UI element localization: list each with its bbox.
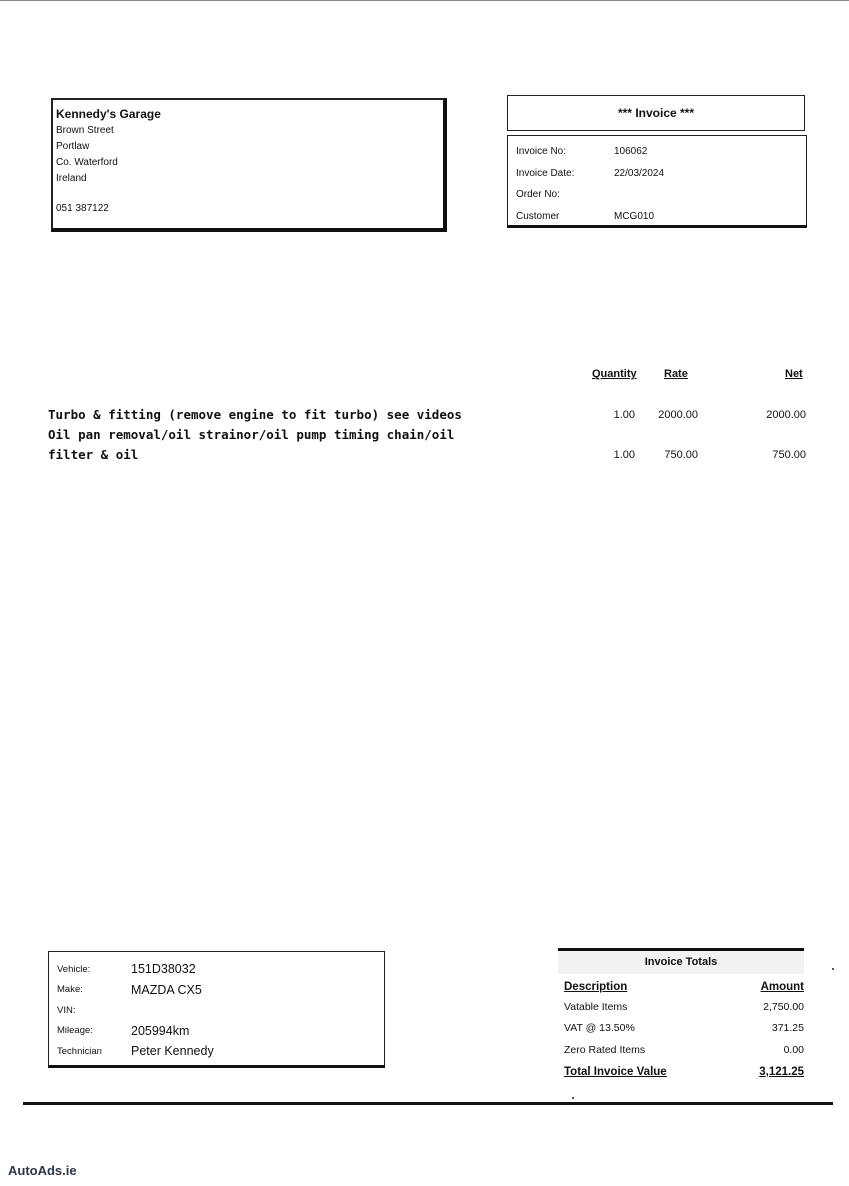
line-item-2-rate: 750.00	[664, 449, 698, 461]
vehicle-mileage-label: Mileage:	[57, 1025, 93, 1037]
invoice-date-row	[516, 163, 798, 185]
invoice-date-value: 22/03/2024	[614, 167, 665, 179]
line-item-1-description: Turbo & fitting (remove engine to fit turbo) see videos	[48, 407, 462, 422]
company-phone: 051 387122	[56, 203, 109, 214]
vehicle-reg-label: Vehicle:	[57, 963, 91, 975]
vehicle-info-box	[48, 951, 385, 1068]
vehicle-make-value: MAZDA CX5	[131, 982, 202, 997]
vehicle-mileage-row	[57, 1021, 376, 1042]
line-item-2-net: 750.00	[772, 449, 806, 461]
vehicle-technician-row	[57, 1041, 376, 1062]
address-line-country: Ireland	[56, 173, 87, 184]
vehicle-make-label: Make:	[57, 984, 83, 996]
vatable-items-row	[564, 1001, 804, 1013]
company-name: Kennedy's Garage	[56, 107, 161, 121]
order-number-row	[516, 184, 798, 206]
vat-value: 371.25	[771, 1022, 804, 1034]
rate-header: Rate	[664, 368, 688, 380]
customer-row	[516, 206, 798, 228]
line-item-2-description: Oil pan removal/oil strainor/oil pump timing chain/oil filter & oil	[48, 427, 455, 462]
totals-description-header: Description	[564, 981, 628, 993]
address-line-county: Co. Waterford	[56, 157, 118, 168]
totals-top-rule	[558, 948, 804, 951]
zero-rated-row	[564, 1044, 804, 1056]
totals-amount-header: Amount	[760, 981, 804, 993]
company-address-box	[51, 98, 447, 232]
vehicle-reg-value: 151D38032	[131, 962, 196, 977]
total-invoice-label: Total Invoice Value	[564, 1066, 667, 1078]
invoice-info-box	[507, 135, 807, 228]
zero-rated-value: 0.00	[783, 1044, 804, 1056]
watermark-text: AutoAds.ie	[8, 1163, 77, 1178]
vehicle-mileage-value: 205994km	[131, 1023, 190, 1038]
vehicle-technician-value: Peter Kennedy	[131, 1044, 214, 1059]
stray-dot	[832, 968, 834, 970]
top-edge-line	[0, 0, 849, 1]
invoice-title-box	[507, 95, 805, 131]
invoice-number-value: 106062	[614, 146, 648, 158]
line-item-1-quantity: 1.00	[613, 409, 635, 421]
line-item-1-net: 2000.00	[766, 409, 806, 421]
address-line-street: Brown Street	[56, 125, 114, 136]
zero-rated-label: Zero Rated Items	[564, 1044, 646, 1056]
address-line-town: Portlaw	[56, 141, 90, 152]
vehicle-vin-label: VIN:	[57, 1004, 76, 1016]
vehicle-vin-row	[57, 1000, 376, 1021]
total-invoice-value: 3,121.25	[759, 1066, 804, 1078]
footer-rule	[23, 1102, 833, 1105]
invoice-date-label: Invoice Date:	[516, 167, 575, 179]
vehicle-reg-row	[57, 959, 376, 980]
quantity-header: Quantity	[592, 368, 637, 380]
invoice-title: *** Invoice ***	[617, 106, 695, 120]
vatable-items-label: Vatable Items	[564, 1001, 628, 1013]
vatable-items-value: 2,750.00	[763, 1001, 804, 1013]
line-item-2-quantity: 1.00	[613, 449, 635, 461]
stray-dot-bottom	[572, 1097, 574, 1099]
invoice-number-row	[516, 141, 798, 163]
customer-label: Customer	[516, 210, 560, 222]
totals-column-headers	[564, 981, 804, 993]
vat-row	[564, 1022, 804, 1034]
vat-label: VAT @ 13.50%	[564, 1022, 635, 1034]
invoice-number-label: Invoice No:	[516, 146, 567, 158]
totals-title: Invoice Totals	[644, 956, 718, 968]
total-invoice-row	[564, 1066, 804, 1078]
vehicle-make-row	[57, 980, 376, 1001]
net-header: Net	[785, 368, 803, 380]
order-number-label: Order No:	[516, 189, 560, 201]
line-item-1-rate: 2000.00	[658, 409, 698, 421]
customer-value: MCG010	[614, 210, 655, 222]
vehicle-technician-label: Technician	[57, 1045, 102, 1057]
